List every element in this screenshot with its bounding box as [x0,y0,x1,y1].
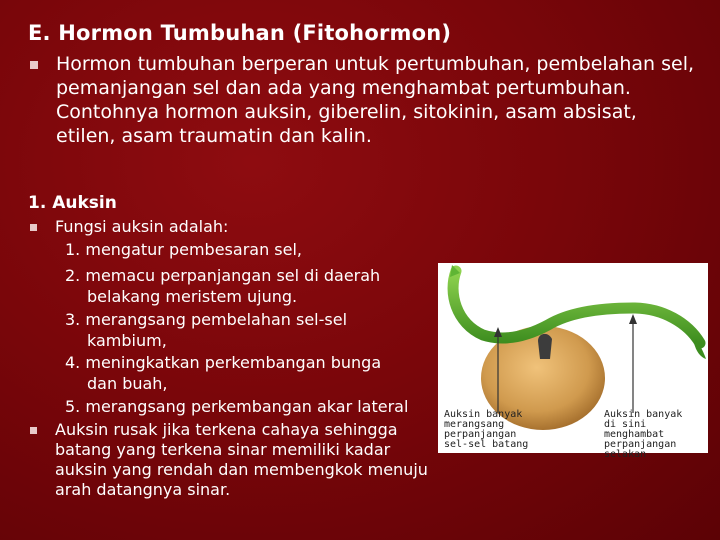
list-item-5: 5. merangsang perkembangan akar lateral [65,397,409,416]
arrow-left-head [494,327,502,337]
stem-shape [453,271,700,343]
seed-hilum [538,334,552,359]
bullet-icon [30,427,37,434]
bullet-icon [30,61,38,69]
figure-right-label: Auksin banyak di sini menghambat perpanjangan selakan [604,409,683,460]
section-title: 1. Auksin [28,193,117,213]
arrow-right-head [629,314,637,324]
list-item-3: 3. merangsang pembelahan sel-sel [65,310,348,329]
bullet-icon [30,224,37,231]
auksin-rusak-text: Auksin rusak jika terkena cahaya sehingga batang yang terkena sinar memiliki kadar auksin yang rendah dan membengkok menuju arah datangnya sinar. [55,420,428,499]
list-item-3-cont: kambium, [87,331,167,350]
list-item-4: 4. meningkatkan perkembangan bunga [65,353,382,372]
list-item-4-cont: dan buah, [87,374,168,393]
slide-title: E. Hormon Tumbuhan (Fitohormon) [28,21,452,45]
list-item-2-cont: belakang meristem ujung. [87,287,298,306]
list-item-1: 1. mengatur pembesaran sel, [65,240,303,259]
phototropism-figure [438,263,708,460]
list-item-2: 2. memacu perpanjangan sel di daerah [65,266,381,285]
fungsi-label: Fungsi auksin adalah: [55,217,229,236]
figure-left-label: Auksin banyak merangsang perpanjangan sel-sel batang [444,409,529,450]
intro-paragraph: Hormon tumbuhan berperan untuk pertumbuhan, pembelahan sel, pemanjangan sel dan ada yang menghambat pertumbuhan. Contohnya hormon auksin, giberelin, sitokinin, asam absisat, etilen, asam traumatin dan kalin. [56,53,695,147]
